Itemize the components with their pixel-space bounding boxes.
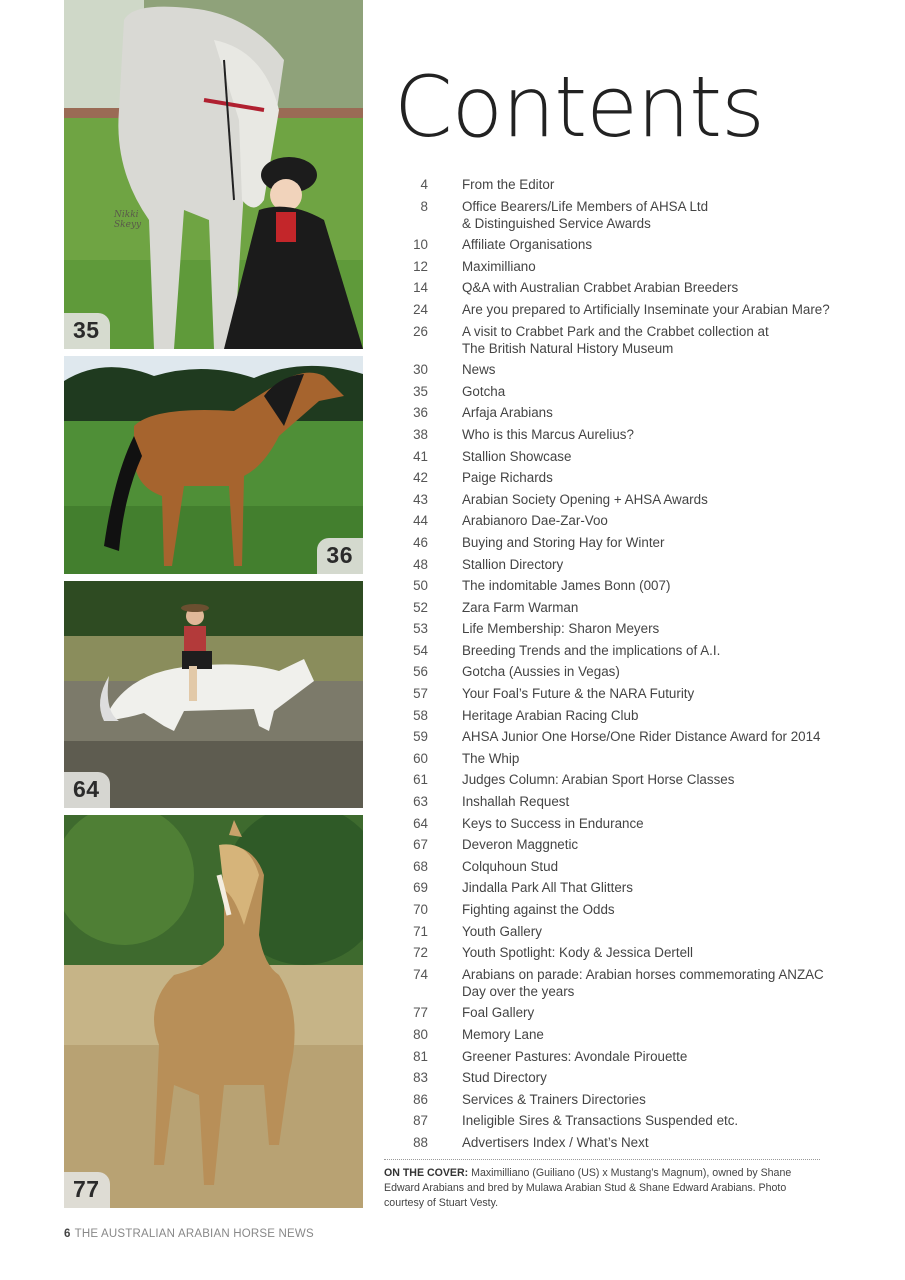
toc-article-title: Paige Richards	[462, 470, 553, 486]
toc-article-title: Fighting against the Odds	[462, 902, 615, 917]
toc-page-number: 43	[413, 491, 428, 507]
toc-article-title: Inshallah Request	[462, 794, 570, 810]
toc-article-title: Office Bearers/Life Members of AHSA Ltd & Distinguished Service Awards	[462, 198, 709, 231]
toc-page-number: 63	[413, 794, 428, 810]
toc-article-title: Zara Farm Warman	[462, 599, 579, 615]
toc-entry[interactable]	[400, 944, 840, 961]
toc-page-number: 57	[413, 686, 428, 702]
page-footer	[64, 1228, 314, 1240]
toc-page-number: 30	[413, 362, 428, 378]
divider	[384, 1159, 820, 1160]
toc-entry[interactable]	[400, 448, 840, 465]
photo-grey-stallion-with-handler	[64, 0, 363, 349]
toc-entry[interactable]	[400, 1112, 840, 1129]
toc-article-title: Gotcha (Aussies in Vegas)	[462, 664, 620, 680]
toc-article-title: Affiliate Organisations	[462, 237, 593, 253]
toc-entry[interactable]	[400, 836, 840, 853]
toc-entry[interactable]	[400, 793, 840, 810]
toc-page-number: 81	[413, 1048, 428, 1064]
toc-entry[interactable]	[400, 707, 840, 724]
toc-entry[interactable]	[400, 361, 840, 378]
toc-page-number: 41	[413, 448, 428, 464]
toc-article-title: Greener Pastures: Avondale Pirouette	[462, 1048, 688, 1064]
toc-article-title: Services & Trainers Directories	[462, 1091, 646, 1107]
toc-page-number: 12	[413, 258, 428, 274]
toc-entry[interactable]	[400, 858, 840, 875]
toc-entry[interactable]	[400, 176, 840, 193]
toc-entry[interactable]	[400, 491, 840, 508]
page-badge-77: 77	[64, 1172, 110, 1208]
toc-entry[interactable]	[400, 1134, 840, 1151]
toc-page-number: 80	[413, 1026, 428, 1042]
toc-article-title: Heritage Arabian Racing Club	[462, 707, 639, 723]
toc-page-number: 61	[413, 772, 428, 788]
toc-page-number: 74	[413, 966, 428, 982]
toc-entry[interactable]	[400, 620, 840, 637]
toc-entry[interactable]	[400, 1069, 840, 1086]
toc-page-number: 87	[413, 1113, 428, 1129]
toc-article-title: Arabian Society Opening + AHSA Awards	[462, 491, 708, 507]
toc-entry[interactable]	[400, 301, 840, 318]
toc-entry[interactable]	[400, 198, 840, 232]
toc-article-title: Youth Gallery	[462, 923, 542, 939]
toc-entry[interactable]	[400, 901, 840, 918]
page-badge-64: 64	[64, 772, 110, 808]
toc-entry[interactable]	[400, 815, 840, 832]
toc-entry[interactable]	[400, 750, 840, 767]
toc-entry[interactable]	[400, 258, 840, 275]
toc-article-title: Stud Directory	[462, 1070, 547, 1086]
toc-article-title: Memory Lane	[462, 1026, 544, 1042]
toc-page-number: 70	[413, 902, 428, 917]
toc-page-number: 50	[413, 578, 428, 594]
toc-entry[interactable]	[400, 1004, 840, 1021]
toc-article-title: Foal Gallery	[462, 1005, 535, 1021]
toc-entry[interactable]	[400, 1091, 840, 1108]
toc-article-title: Judges Column: Arabian Sport Horse Classes	[462, 772, 735, 788]
toc-page-number: 4	[420, 177, 428, 192]
folio: 6	[64, 1228, 71, 1240]
toc-article-title: Breeding Trends and the implications of A.I.	[462, 642, 721, 658]
toc-page-number: 48	[413, 556, 428, 572]
table-of-contents	[400, 176, 840, 1156]
toc-entry[interactable]	[400, 599, 840, 616]
toc-article-title: Your Foal’s Future & the NARA Futurity	[462, 686, 695, 702]
toc-article-title: Who is this Marcus Aurelius?	[462, 426, 634, 442]
toc-article-title: Stallion Directory	[462, 556, 564, 572]
toc-entry[interactable]	[400, 383, 840, 400]
toc-article-title: Arfaja Arabians	[462, 405, 553, 421]
toc-article-title: News	[462, 362, 496, 378]
toc-article-title: Maximilliano	[462, 258, 536, 274]
toc-entry[interactable]	[400, 685, 840, 702]
toc-entry[interactable]	[400, 923, 840, 940]
toc-article-title: The Whip	[462, 750, 520, 766]
toc-entry[interactable]	[400, 512, 840, 529]
toc-entry[interactable]	[400, 236, 840, 253]
toc-page-number: 64	[413, 815, 428, 831]
toc-page-number: 42	[413, 470, 428, 486]
toc-article-title: AHSA Junior One Horse/One Rider Distance Award for 2014	[462, 729, 821, 745]
toc-page-number: 44	[413, 513, 428, 529]
toc-page-number: 60	[413, 750, 428, 766]
toc-page-number: 59	[413, 729, 428, 745]
toc-article-title: Are you prepared to Artificially Inseminate your Arabian Mare?	[462, 301, 830, 317]
toc-article-title: Stallion Showcase	[462, 448, 572, 464]
toc-entry[interactable]	[400, 404, 840, 421]
toc-page-number: 58	[413, 707, 428, 723]
toc-entry[interactable]	[400, 771, 840, 788]
toc-entry[interactable]	[400, 577, 840, 594]
toc-page-number: 83	[413, 1070, 428, 1086]
toc-article-title: Jindalla Park All That Glitters	[462, 880, 633, 896]
toc-article-title: Arabianoro Dae-Zar-Voo	[462, 513, 608, 529]
toc-article-title: Q&A with Australian Crabbet Arabian Breeders	[462, 280, 739, 296]
toc-page-number: 71	[413, 923, 428, 939]
toc-entry[interactable]	[400, 469, 840, 486]
page-badge-35: 35	[64, 313, 110, 349]
grey-stallion-illustration	[64, 0, 363, 349]
page-title: Contents	[394, 58, 764, 156]
toc-page-number: 88	[413, 1134, 428, 1150]
toc-entry[interactable]	[400, 1048, 840, 1065]
toc-entry[interactable]	[400, 279, 840, 296]
photo-palomino-foal	[64, 815, 363, 1208]
toc-page-number: 72	[413, 945, 428, 961]
toc-article-title: Buying and Storing Hay for Winter	[462, 534, 665, 550]
toc-page-number: 54	[413, 642, 428, 658]
page-badge-36: 36	[317, 538, 363, 574]
toc-article-title: Colquhoun Stud	[462, 858, 559, 874]
toc-page-number: 68	[413, 858, 428, 874]
toc-article-title: Deveron Maggnetic	[462, 837, 579, 853]
toc-page-number: 26	[413, 323, 428, 339]
toc-entry[interactable]	[400, 728, 840, 745]
toc-page-number: 36	[413, 405, 428, 421]
cover-caption	[384, 1166, 804, 1211]
toc-page-number: 77	[413, 1005, 428, 1021]
toc-page-number: 38	[413, 426, 428, 442]
toc-page-number: 56	[413, 664, 428, 680]
toc-page-number: 10	[413, 237, 428, 253]
photo-rider-crossing-water	[64, 581, 363, 808]
toc-page-number: 69	[413, 880, 428, 896]
toc-article-title: Life Membership: Sharon Meyers	[462, 621, 660, 637]
toc-page-number: 14	[413, 280, 428, 296]
toc-article-title: Youth Spotlight: Kody & Jessica Dertell	[462, 945, 693, 961]
toc-article-title: Keys to Success in Endurance	[462, 815, 644, 831]
toc-entry[interactable]	[400, 642, 840, 659]
toc-entry[interactable]	[400, 879, 840, 896]
photographer-signature: Nikki Skeyy	[114, 210, 142, 230]
toc-page-number: 24	[413, 301, 428, 317]
toc-page-number: 53	[413, 621, 428, 637]
toc-entry[interactable]	[400, 534, 840, 551]
toc-entry[interactable]	[400, 323, 840, 357]
toc-page-number: 52	[413, 599, 428, 615]
cover-label: ON THE COVER:	[384, 1167, 469, 1179]
toc-entry[interactable]	[400, 966, 840, 1000]
toc-article-title: From the Editor	[462, 177, 555, 192]
toc-page-number: 8	[420, 198, 428, 214]
palomino-foal-illustration	[64, 815, 363, 1208]
toc-entry[interactable]	[400, 663, 840, 680]
rider-in-water-illustration	[64, 581, 363, 808]
toc-page-number: 86	[413, 1091, 428, 1107]
toc-article-title: A visit to Crabbet Park and the Crabbet collection at The British Natural History Museum	[462, 323, 769, 356]
bay-stallion-illustration	[64, 356, 363, 574]
publication-name: THE AUSTRALIAN ARABIAN HORSE NEWS	[74, 1228, 314, 1240]
toc-article-title: The indomitable James Bonn (007)	[462, 578, 671, 594]
toc-page-number: 67	[413, 837, 428, 853]
toc-entry[interactable]	[400, 556, 840, 573]
toc-article-title: Gotcha	[462, 383, 506, 399]
toc-page-number: 35	[413, 383, 428, 399]
toc-article-title: Ineligible Sires & Transactions Suspended etc.	[462, 1113, 739, 1129]
toc-page-number: 46	[413, 534, 428, 550]
toc-entry[interactable]	[400, 1026, 840, 1043]
cover-text: Maximilliano (Guiliano (US) x Mustang’s Magnum), owned by Shane Edward Arabians and bred by Mulawa Arabian Stud & Shane Edward Arabians. Photo courtesy of Stuart Vesty.	[384, 1167, 792, 1209]
toc-entry[interactable]	[400, 426, 840, 443]
toc-article-title: Advertisers Index / What’s Next	[462, 1134, 649, 1150]
toc-article-title: Arabians on parade: Arabian horses commemorating ANZAC Day over the years	[462, 966, 824, 999]
photo-bay-arabian-stallion	[64, 356, 363, 574]
